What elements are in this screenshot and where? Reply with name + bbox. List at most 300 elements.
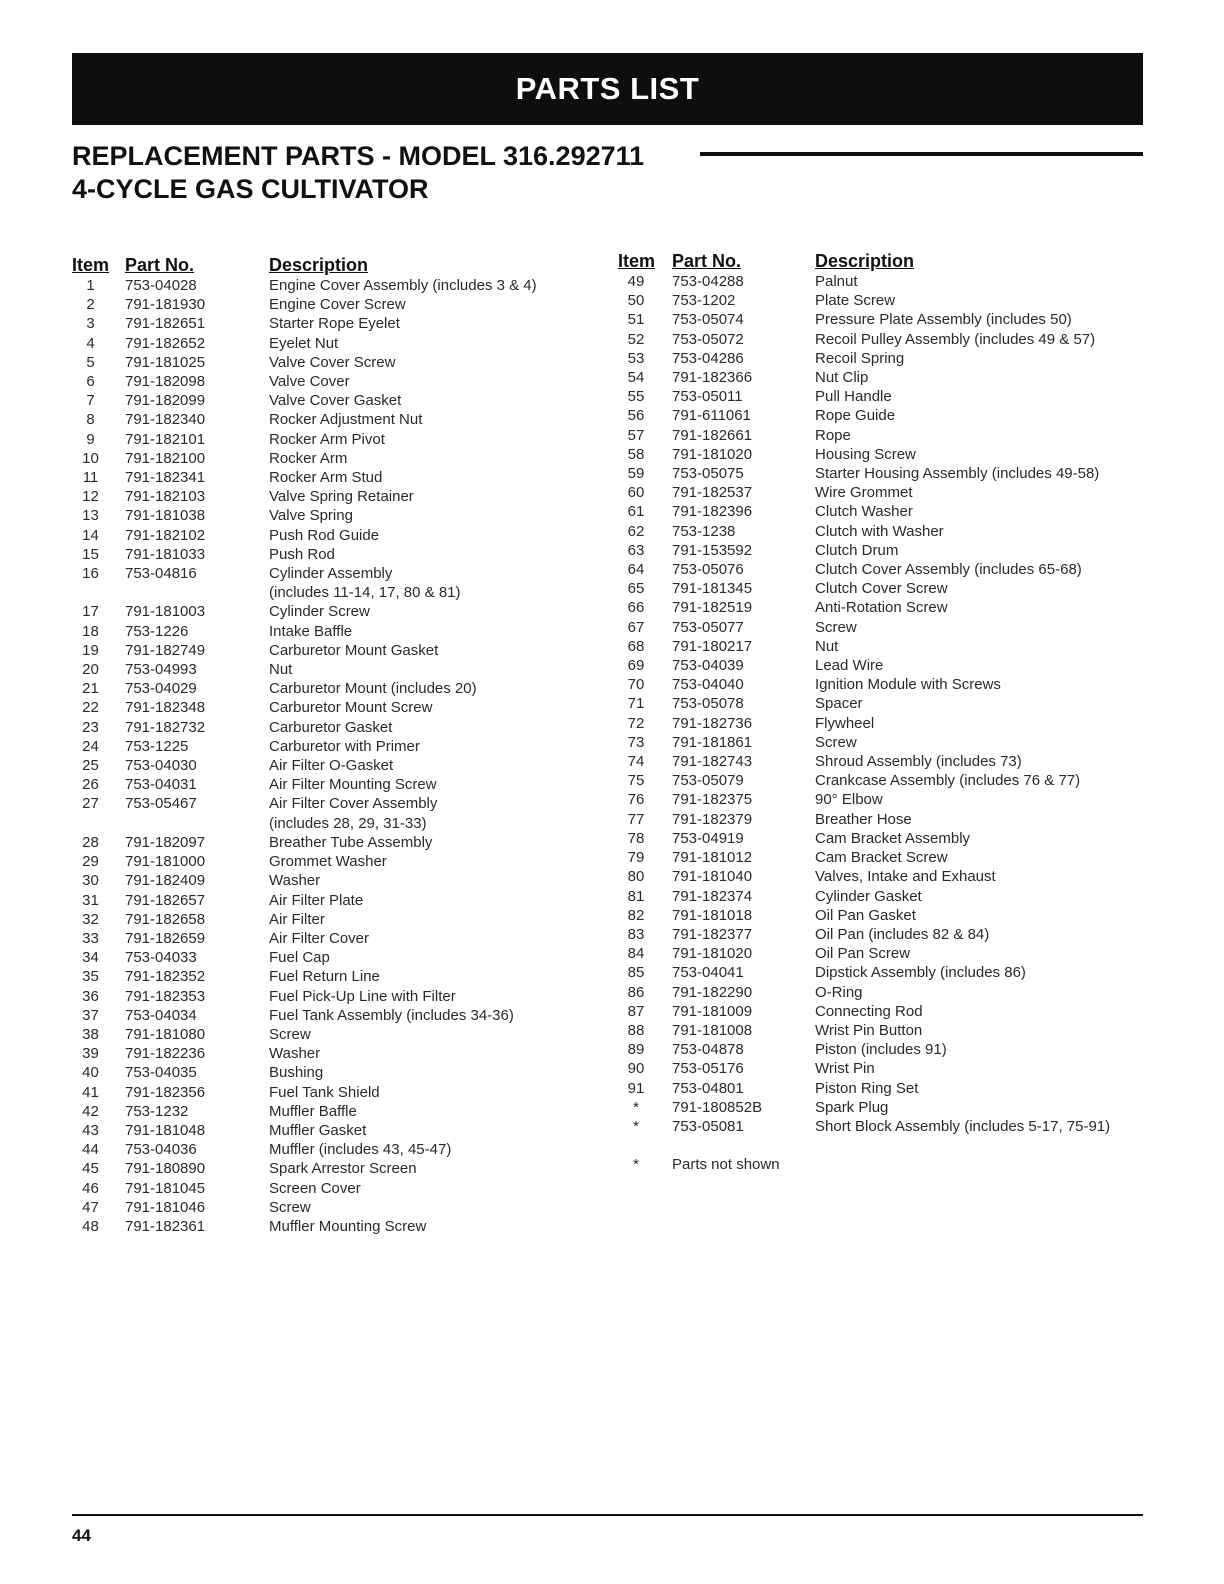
part-number: 791-181045 bbox=[125, 1179, 206, 1197]
part-description: Fuel Return Line bbox=[269, 968, 380, 986]
item-number: 21 bbox=[82, 680, 99, 698]
item-number: 10 bbox=[82, 449, 99, 467]
item-number: 54 bbox=[627, 369, 645, 387]
table-body bbox=[72, 276, 537, 1236]
part-number: 753-05079 bbox=[672, 772, 744, 790]
table-row bbox=[72, 564, 537, 583]
table-row bbox=[72, 372, 537, 391]
table-row bbox=[618, 887, 1110, 906]
part-number: 791-182353 bbox=[125, 987, 206, 1005]
part-description: Rocker Adjustment Nut bbox=[269, 411, 423, 429]
item-number: 7 bbox=[86, 392, 95, 410]
table-row bbox=[72, 948, 537, 967]
part-description: Clutch Washer bbox=[815, 503, 913, 521]
table-row bbox=[618, 925, 1110, 944]
part-number: 753-04028 bbox=[125, 277, 197, 294]
item-number: 51 bbox=[627, 311, 645, 329]
part-number: 753-1226 bbox=[125, 622, 189, 640]
table-row bbox=[618, 426, 1110, 445]
item-number: 75 bbox=[627, 772, 645, 790]
part-description: O-Ring bbox=[815, 983, 863, 1001]
table-row bbox=[72, 353, 537, 372]
item-number: 25 bbox=[82, 757, 99, 775]
table-row bbox=[618, 502, 1110, 521]
item-number: 86 bbox=[627, 983, 645, 1001]
part-number: 791-181020 bbox=[672, 445, 753, 463]
item-number: 13 bbox=[82, 507, 99, 525]
item-number: 4 bbox=[86, 334, 95, 352]
table-body bbox=[618, 272, 1110, 1136]
part-description: Clutch with Washer bbox=[815, 522, 944, 540]
part-description: Clutch Cover Assembly (includes 65-68) bbox=[815, 561, 1082, 579]
part-description: Breather Hose bbox=[815, 810, 912, 828]
table-row bbox=[618, 906, 1110, 925]
part-description: Washer bbox=[269, 872, 321, 890]
item-number: * bbox=[633, 1117, 639, 1135]
heading-product: 4-CYCLE GAS CULTIVATOR bbox=[72, 174, 429, 204]
part-number: 791-182659 bbox=[125, 929, 206, 947]
table-header bbox=[72, 252, 537, 276]
item-number: 78 bbox=[627, 829, 645, 847]
header-description: Description bbox=[815, 251, 915, 271]
table-row bbox=[72, 794, 537, 813]
part-description: Piston Ring Set bbox=[815, 1079, 919, 1097]
part-number: 791-181033 bbox=[125, 545, 206, 563]
table-row bbox=[618, 752, 1110, 771]
part-description: Bushing bbox=[269, 1064, 324, 1082]
part-description: Palnut bbox=[815, 273, 858, 290]
part-number: 791-182652 bbox=[125, 334, 206, 352]
item-number: 64 bbox=[627, 561, 645, 579]
part-description: Muffler Gasket bbox=[269, 1121, 367, 1139]
part-description: Cylinder Gasket bbox=[815, 887, 922, 905]
part-number: 753-1232 bbox=[125, 1102, 189, 1120]
part-number: 791-182658 bbox=[125, 910, 206, 928]
part-number: 791-153592 bbox=[672, 541, 753, 559]
table-row bbox=[618, 560, 1110, 579]
header-part-no: Part No. bbox=[125, 255, 195, 275]
part-number: 791-182348 bbox=[125, 699, 206, 717]
table-row bbox=[72, 1044, 537, 1063]
item-number: 48 bbox=[82, 1217, 99, 1235]
part-description: Screw bbox=[269, 1198, 311, 1216]
part-number: 753-04993 bbox=[125, 661, 197, 679]
part-description: Muffler (includes 43, 45-47) bbox=[269, 1141, 452, 1159]
part-description: Muffler Baffle bbox=[269, 1102, 357, 1120]
part-number: 791-182375 bbox=[672, 791, 753, 809]
table-row bbox=[72, 1198, 537, 1217]
item-number: 73 bbox=[627, 733, 645, 751]
part-number: 753-04036 bbox=[125, 1141, 197, 1159]
table-row bbox=[72, 1140, 537, 1159]
item-number: 59 bbox=[627, 465, 645, 483]
part-number: 753-04030 bbox=[125, 757, 197, 775]
part-number: 791-182098 bbox=[125, 373, 206, 391]
table-row bbox=[618, 694, 1110, 713]
table-row bbox=[72, 1121, 537, 1140]
header-description: Description bbox=[269, 255, 369, 275]
part-description: Air Filter O-Gasket bbox=[269, 757, 394, 775]
part-description: 90° Elbow bbox=[815, 791, 883, 809]
part-number: 791-611061 bbox=[672, 407, 751, 425]
table-row bbox=[618, 445, 1110, 464]
table-row bbox=[72, 545, 537, 564]
part-number: 753-05076 bbox=[672, 561, 744, 579]
part-description: Nut bbox=[269, 661, 293, 679]
part-description: Wrist Pin bbox=[815, 1060, 875, 1078]
item-number: 85 bbox=[627, 964, 645, 982]
item-number: 66 bbox=[627, 599, 645, 617]
part-number: 753-1225 bbox=[125, 737, 189, 755]
parts-table-left bbox=[72, 252, 537, 1236]
table-row bbox=[618, 291, 1110, 310]
part-description: Wire Grommet bbox=[815, 484, 913, 502]
part-number: 791-182103 bbox=[125, 488, 206, 506]
item-number: 23 bbox=[82, 718, 99, 736]
part-description: Short Block Assembly (includes 5-17, 75-91) bbox=[815, 1117, 1111, 1135]
table-row-continuation bbox=[72, 814, 537, 833]
part-description: Fuel Tank Assembly (includes 34-36) bbox=[269, 1006, 514, 1024]
table-row bbox=[618, 310, 1110, 329]
part-number: 791-182732 bbox=[125, 718, 206, 736]
part-description: Air Filter Plate bbox=[269, 891, 364, 909]
part-description: Pull Handle bbox=[815, 388, 892, 406]
part-description: Rope Guide bbox=[815, 407, 896, 425]
part-number: 791-182409 bbox=[125, 872, 206, 890]
item-number: 68 bbox=[627, 637, 645, 655]
parts-table-right bbox=[618, 248, 1110, 1174]
part-number: 753-05074 bbox=[672, 311, 744, 329]
table-row bbox=[618, 1021, 1110, 1040]
table-row bbox=[618, 848, 1110, 867]
part-number: 791-182290 bbox=[672, 983, 753, 1001]
part-description: Muffler Mounting Screw bbox=[269, 1217, 427, 1235]
item-number: 31 bbox=[82, 891, 99, 909]
item-number: 88 bbox=[627, 1021, 645, 1039]
part-number: 753-05078 bbox=[672, 695, 744, 713]
part-number: 753-04816 bbox=[125, 565, 197, 583]
item-number: 84 bbox=[627, 945, 645, 963]
part-description: Ignition Module with Screws bbox=[815, 676, 1001, 694]
part-number: 791-182743 bbox=[672, 753, 753, 771]
item-number: 76 bbox=[627, 791, 645, 809]
part-number: 791-182099 bbox=[125, 392, 206, 410]
table-row bbox=[72, 871, 537, 890]
item-number: 47 bbox=[82, 1198, 99, 1216]
part-number: 791-182396 bbox=[672, 503, 753, 521]
item-number: 80 bbox=[627, 868, 645, 886]
part-number: 791-181038 bbox=[125, 507, 206, 525]
page-number: 44 bbox=[72, 1526, 91, 1545]
table-row bbox=[618, 349, 1110, 368]
item-number: * bbox=[633, 1098, 639, 1116]
part-description: Rocker Arm Stud bbox=[269, 469, 383, 487]
part-description: Rocker Arm Pivot bbox=[269, 430, 385, 448]
table-row bbox=[618, 1079, 1110, 1098]
part-description: Cylinder Assembly bbox=[269, 565, 393, 583]
item-number: 71 bbox=[627, 695, 645, 713]
item-number: 43 bbox=[82, 1121, 99, 1139]
table-row bbox=[618, 406, 1110, 425]
table-row bbox=[72, 410, 537, 429]
item-number: 17 bbox=[82, 603, 99, 621]
table-row bbox=[72, 622, 537, 641]
item-number: 8 bbox=[86, 411, 95, 429]
table-row bbox=[72, 449, 537, 468]
item-number: 39 bbox=[82, 1045, 99, 1063]
item-number: 83 bbox=[627, 925, 645, 943]
table-row bbox=[72, 852, 537, 871]
part-description: Crankcase Assembly (includes 76 & 77) bbox=[815, 772, 1081, 790]
part-description: Anti-Rotation Screw bbox=[815, 599, 948, 617]
part-number: 753-04031 bbox=[125, 776, 197, 794]
item-number: 27 bbox=[82, 795, 99, 813]
part-number: 791-181861 bbox=[672, 733, 753, 751]
part-description: Pressure Plate Assembly (includes 50) bbox=[815, 311, 1072, 329]
part-description: Recoil Spring bbox=[815, 349, 905, 367]
page-heading bbox=[72, 140, 644, 206]
item-number: 32 bbox=[82, 910, 99, 928]
part-description: Engine Cover Screw bbox=[269, 296, 406, 314]
part-number: 753-04034 bbox=[125, 1006, 197, 1024]
part-number: 753-04919 bbox=[672, 829, 744, 847]
part-description: Valves, Intake and Exhaust bbox=[815, 868, 996, 886]
table-row bbox=[72, 1083, 537, 1102]
table-row bbox=[72, 1006, 537, 1025]
part-description-continued: (includes 28, 29, 31-33) bbox=[269, 814, 427, 832]
item-number: 22 bbox=[82, 699, 99, 717]
part-number: 791-182356 bbox=[125, 1083, 206, 1101]
table-row bbox=[72, 833, 537, 852]
table-row bbox=[72, 775, 537, 794]
table-row bbox=[72, 276, 537, 295]
part-description: Oil Pan (includes 82 & 84) bbox=[815, 925, 990, 943]
part-description: Screw bbox=[815, 733, 857, 751]
part-description: Cam Bracket Screw bbox=[815, 849, 948, 867]
table-row bbox=[72, 526, 537, 545]
item-number: 69 bbox=[627, 657, 645, 675]
part-number: 753-04801 bbox=[672, 1079, 744, 1097]
table-row bbox=[72, 391, 537, 410]
item-number: 18 bbox=[82, 622, 99, 640]
table-row bbox=[618, 675, 1110, 694]
part-description: Connecting Rod bbox=[815, 1002, 923, 1020]
footnote bbox=[618, 1155, 1110, 1174]
table-row bbox=[72, 334, 537, 353]
item-number: 87 bbox=[627, 1002, 645, 1020]
table-row bbox=[618, 944, 1110, 963]
part-number: 753-04033 bbox=[125, 949, 197, 967]
part-description: Flywheel bbox=[815, 714, 875, 732]
part-number: 791-181009 bbox=[672, 1002, 753, 1020]
part-number: 791-182361 bbox=[125, 1217, 206, 1235]
part-description: Clutch Cover Screw bbox=[815, 580, 948, 598]
heading-model: REPLACEMENT PARTS - MODEL 316.292711 bbox=[72, 141, 645, 171]
table-row bbox=[618, 618, 1110, 637]
table-row bbox=[618, 368, 1110, 387]
item-number: 65 bbox=[627, 580, 645, 598]
part-description: Air Filter bbox=[269, 910, 325, 928]
item-number: 61 bbox=[627, 503, 645, 521]
table-row bbox=[72, 430, 537, 449]
item-number: 82 bbox=[627, 906, 645, 924]
part-number: 791-181046 bbox=[125, 1198, 206, 1216]
header-item: Item bbox=[618, 251, 656, 271]
item-number: 15 bbox=[82, 545, 99, 563]
table-row bbox=[72, 660, 537, 679]
item-number: 29 bbox=[82, 853, 99, 871]
item-number: 38 bbox=[82, 1025, 99, 1043]
table-row bbox=[618, 1059, 1110, 1078]
item-number: 50 bbox=[627, 292, 645, 310]
item-number: 56 bbox=[627, 407, 645, 425]
item-number: 44 bbox=[82, 1141, 99, 1159]
part-number: 753-04040 bbox=[672, 676, 744, 694]
part-description: Dipstick Assembly (includes 86) bbox=[815, 964, 1026, 982]
part-number: 791-182377 bbox=[672, 925, 753, 943]
part-description: Oil Pan Screw bbox=[815, 945, 911, 963]
part-description: Washer bbox=[269, 1045, 321, 1063]
part-description: Intake Baffle bbox=[269, 622, 353, 640]
part-description: Carburetor with Primer bbox=[269, 737, 420, 755]
item-number: 6 bbox=[86, 373, 95, 391]
part-number: 753-05077 bbox=[672, 618, 744, 636]
table-row bbox=[618, 714, 1110, 733]
item-number: 55 bbox=[627, 388, 645, 406]
table-row bbox=[618, 1002, 1110, 1021]
part-description: Valve Cover bbox=[269, 373, 350, 391]
part-number: 791-181003 bbox=[125, 603, 206, 621]
table-row bbox=[72, 698, 537, 717]
table-row bbox=[618, 522, 1110, 541]
table-row bbox=[618, 1040, 1110, 1059]
part-description: Cylinder Screw bbox=[269, 603, 370, 621]
part-description: Plate Screw bbox=[815, 292, 896, 310]
table-row bbox=[72, 602, 537, 621]
item-number: 24 bbox=[82, 737, 99, 755]
part-number: 791-181080 bbox=[125, 1025, 206, 1043]
part-description-continued: (includes 11-14, 17, 80 & 81) bbox=[269, 584, 461, 602]
banner-title: PARTS LIST bbox=[515, 71, 700, 106]
table-row bbox=[72, 1025, 537, 1044]
part-description: Starter Housing Assembly (includes 49-58) bbox=[815, 465, 1100, 483]
part-number: 791-182651 bbox=[125, 315, 206, 333]
part-description: Screen Cover bbox=[269, 1179, 361, 1197]
table-row bbox=[618, 637, 1110, 656]
item-number: 3 bbox=[86, 315, 95, 333]
part-description: Air Filter Cover Assembly bbox=[269, 795, 438, 813]
part-number: 791-182341 bbox=[125, 469, 206, 487]
part-number: 753-05011 bbox=[672, 388, 743, 406]
part-description: Screw bbox=[815, 618, 857, 636]
footnote-text: Parts not shown bbox=[672, 1156, 780, 1174]
part-description: Engine Cover Assembly (includes 3 & 4) bbox=[269, 277, 537, 294]
part-number: 791-182236 bbox=[125, 1045, 206, 1063]
part-description: Spark Arrestor Screen bbox=[269, 1160, 417, 1178]
part-number: 791-181020 bbox=[672, 945, 753, 963]
part-description: Fuel Tank Shield bbox=[269, 1083, 380, 1101]
part-number: 753-04039 bbox=[672, 657, 744, 675]
part-number: 753-05467 bbox=[125, 795, 197, 813]
table-row bbox=[618, 541, 1110, 560]
part-number: 791-182661 bbox=[672, 426, 753, 444]
part-number: 791-180890 bbox=[125, 1160, 206, 1178]
item-number: 1 bbox=[86, 277, 95, 294]
part-description: Push Rod bbox=[269, 545, 335, 563]
part-description: Piston (includes 91) bbox=[815, 1041, 947, 1059]
part-description: Lead Wire bbox=[815, 657, 884, 675]
part-description: Fuel Cap bbox=[269, 949, 330, 967]
item-number: 2 bbox=[86, 296, 95, 314]
part-description: Push Rod Guide bbox=[269, 526, 380, 544]
table-row bbox=[72, 1102, 537, 1121]
part-number: 791-181018 bbox=[672, 906, 753, 924]
item-number: 46 bbox=[82, 1179, 99, 1197]
table-row bbox=[72, 929, 537, 948]
table-row bbox=[72, 910, 537, 929]
item-number: 45 bbox=[82, 1160, 99, 1178]
item-number: 63 bbox=[627, 541, 645, 559]
item-number: 67 bbox=[627, 618, 645, 636]
item-number: 19 bbox=[82, 641, 99, 659]
table-row bbox=[72, 295, 537, 314]
header-item: Item bbox=[72, 255, 110, 275]
heading-rule bbox=[700, 152, 1143, 156]
part-number: 753-04286 bbox=[672, 349, 744, 367]
item-number: 35 bbox=[82, 968, 99, 986]
table-row bbox=[72, 506, 537, 525]
item-number: 58 bbox=[627, 445, 645, 463]
part-description: Valve Spring Retainer bbox=[269, 488, 414, 506]
part-description: Carburetor Mount Gasket bbox=[269, 641, 439, 659]
part-description: Clutch Drum bbox=[815, 541, 899, 559]
item-number: 53 bbox=[627, 349, 645, 367]
table-row bbox=[72, 1217, 537, 1236]
table-row bbox=[72, 1063, 537, 1082]
part-number: 791-181048 bbox=[125, 1121, 206, 1139]
item-number: 89 bbox=[627, 1041, 645, 1059]
table-row bbox=[618, 963, 1110, 982]
part-description: Air Filter Cover bbox=[269, 929, 370, 947]
table-row bbox=[72, 679, 537, 698]
table-row bbox=[618, 579, 1110, 598]
table-row bbox=[72, 641, 537, 660]
part-number: 753-1202 bbox=[672, 292, 736, 310]
part-number: 791-182736 bbox=[672, 714, 753, 732]
part-description: Carburetor Mount (includes 20) bbox=[269, 680, 477, 698]
part-number: 791-182097 bbox=[125, 833, 206, 851]
part-number: 753-1238 bbox=[672, 522, 736, 540]
part-number: 753-05081 bbox=[672, 1117, 744, 1135]
item-number: 91 bbox=[627, 1079, 645, 1097]
table-row-continuation bbox=[72, 583, 537, 602]
part-description: Rope bbox=[815, 426, 851, 444]
part-number: 791-182537 bbox=[672, 484, 753, 502]
item-number: 52 bbox=[627, 330, 645, 348]
table-row bbox=[618, 810, 1110, 829]
part-description: Recoil Pulley Assembly (includes 49 & 57) bbox=[815, 330, 1096, 348]
item-number: 33 bbox=[82, 929, 99, 947]
part-number: 791-180217 bbox=[672, 637, 753, 655]
item-number: 70 bbox=[627, 676, 645, 694]
part-description: Breather Tube Assembly bbox=[269, 833, 433, 851]
table-row bbox=[72, 987, 537, 1006]
part-number: 753-05075 bbox=[672, 465, 744, 483]
item-number: 20 bbox=[82, 661, 99, 679]
part-number: 791-181012 bbox=[672, 849, 753, 867]
part-description: Valve Cover Screw bbox=[269, 353, 396, 371]
part-number: 791-182374 bbox=[672, 887, 753, 905]
